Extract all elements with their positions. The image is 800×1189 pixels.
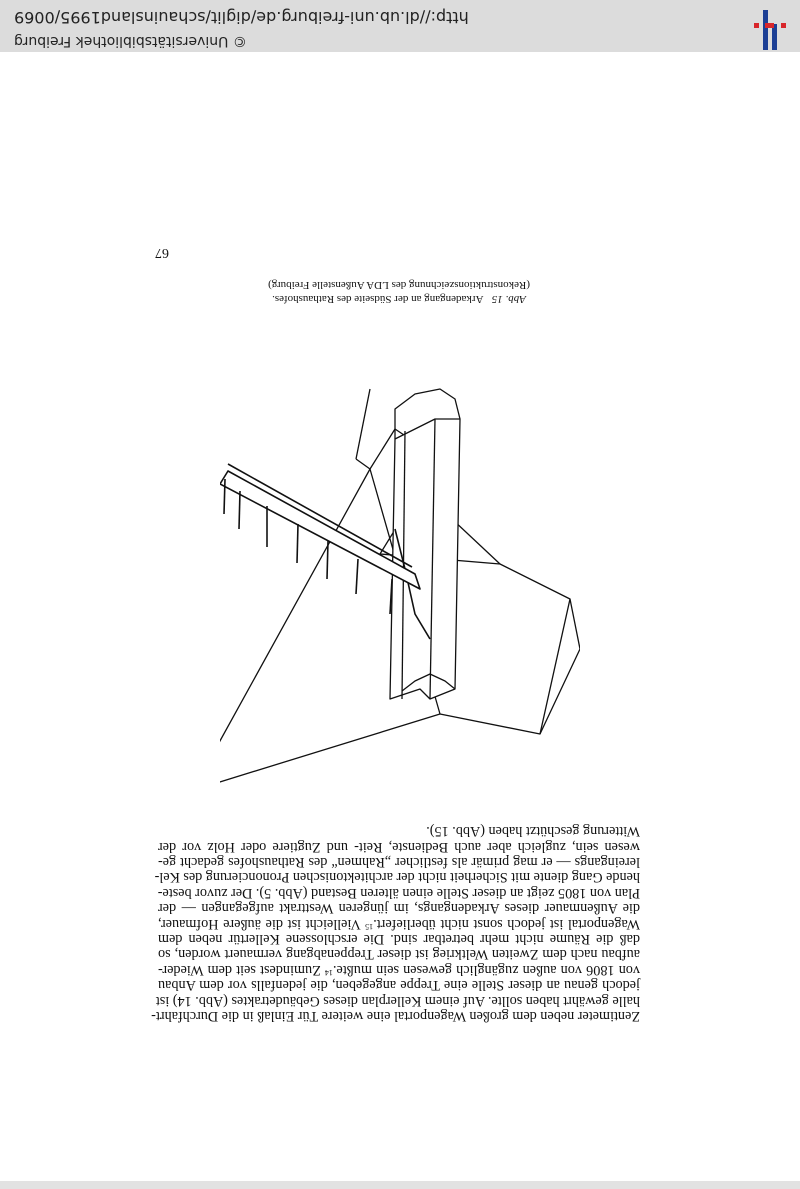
drawing-column: [390, 389, 460, 699]
text-line: hende Gang diente mit Sicherheit nicht der architektonischen Prononcierung des Kel-: [154, 869, 640, 886]
body-paragraph: [151, 823, 640, 1024]
figure-label: Abb. 15: [491, 293, 526, 305]
scan-edge-strip: [0, 1181, 800, 1189]
text-line: die Außenmauer dieses Arkadengangs, im jüngeren Westtrakt aufgegangen — der: [158, 900, 640, 917]
copyright-notice: © Universitätsbibliothek Freiburg: [14, 33, 247, 49]
text-line: [158, 915, 640, 930]
figure-credit: (Rekonstruktionszeichnung des LDA Außenstelle Freiburg): [268, 279, 530, 291]
drawing-edge: [356, 459, 370, 469]
drawing-edge: [540, 599, 570, 734]
text-line-end: Vielleicht ist die äußere Hofmauer,: [158, 915, 366, 932]
figure-caption-text: Arkadengang an der Südseite des Rathaushofes.: [272, 293, 484, 305]
text-line-start: von 1806 von außen zugänglich gewesen sein mußte.: [332, 961, 640, 978]
text-line-end: Zumindest seit dem Wieder-: [158, 961, 325, 978]
text-line: Witterung geschützt haben (Abb. 15).: [426, 823, 640, 840]
university-library-logo: [748, 0, 792, 52]
arcade-reconstruction-drawing: [220, 309, 580, 789]
text-line: aufbau nach dem Zweiten Weltkrieg ist dieser Treppenabgang vermauert worden, so: [158, 946, 640, 963]
text-line-start: Wagenportal ist jedoch sonst nicht überliefert.: [373, 915, 640, 932]
page-number: 67: [155, 245, 169, 260]
document-url[interactable]: http://dl.ub.uni-freiburg.de/diglit/schauinsland1995/0069: [14, 8, 469, 27]
footnote-marker: 15: [365, 921, 374, 931]
text-line: Plan von 1805 zeigt an dieser Stelle einen älteren Bestand (Abb. 5). Der zuvor beste-: [157, 884, 640, 901]
drawing-edge: [356, 389, 370, 459]
text-line: Zentimeter neben dem großen Wagenportal eine weitere Tür Einlaß in die Durchfahrt-: [151, 1008, 640, 1024]
text-line: lereingangs — er mag primär als festlicher „Rahmen“ des Rathaushofes gedacht ge-: [158, 853, 640, 870]
text-line: wesen sein, zugleich aber auch Bedienste, Reit- und Zugtiere oder Holz vor der: [158, 838, 640, 855]
text-line: daß die Räume nicht mehr betretbar sind. Die erschlossene Kellertür neben dem: [158, 930, 640, 947]
library-footer-bar: [0, 0, 800, 52]
text-line: jedoch genau an dieser Stelle eine Treppe angegeben, die jedenfalls vor dem Anbau: [158, 977, 640, 994]
figure-caption: [158, 293, 640, 305]
text-line: [158, 961, 640, 976]
text-line: halle gewährt haben sollte. Auf einem Kellerplan dieses Gebäudetraktes (Abb. 14) ist: [155, 992, 640, 1009]
footnote-marker: 14: [324, 967, 333, 977]
